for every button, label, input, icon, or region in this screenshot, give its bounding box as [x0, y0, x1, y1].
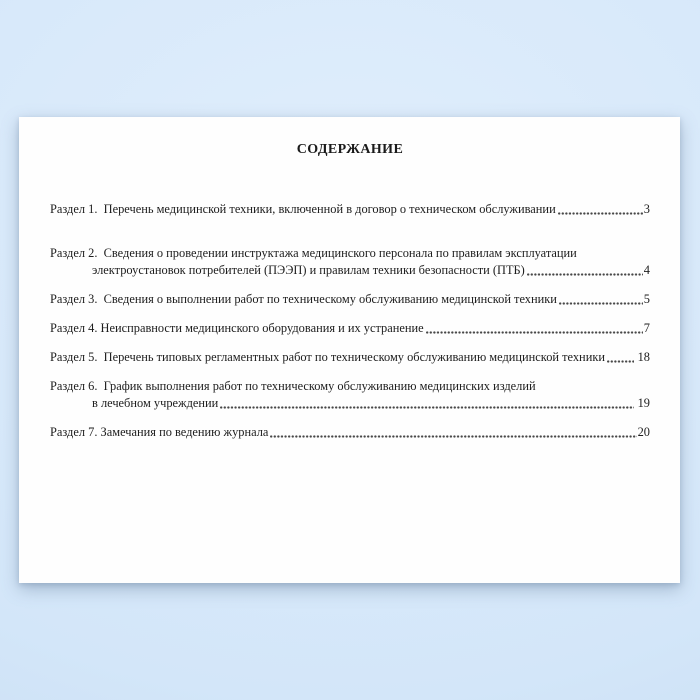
toc-entry-text: Неисправности медицинского оборудования и их устранение [100, 321, 424, 335]
table-of-contents [50, 201, 650, 441]
dot-leader [558, 212, 643, 215]
toc-entry-text: в лечебном учреждении [92, 396, 219, 410]
toc-entry-label: Раздел 6. [50, 379, 104, 393]
page-number: 19 [634, 396, 650, 410]
dot-leader [607, 360, 634, 363]
page-title: СОДЕРЖАНИЕ [296, 142, 404, 157]
toc-entry [50, 349, 650, 366]
toc-entry-label: Раздел 1. [50, 202, 104, 216]
page-number: 4 [643, 263, 650, 277]
page-number: 18 [634, 350, 650, 364]
toc-entry-label: Раздел 2. [50, 246, 104, 260]
dot-leader [270, 435, 636, 438]
page-number: 3 [643, 202, 650, 216]
toc-entry-text: Сведения о проведении инструктажа медицинского персонала по правилам эксплуатации [103, 246, 577, 260]
page-number: 20 [637, 425, 650, 439]
toc-entry-text: Замечания по ведению журнала [100, 425, 269, 439]
toc-entry-label: Раздел 5. [50, 350, 104, 364]
toc-entry-label: Раздел 4. [50, 321, 101, 335]
page-number: 5 [643, 292, 650, 306]
dot-leader [426, 331, 643, 334]
toc-entry-text: Сведения о выполнении работ по техническому обслуживанию медицинской техники [103, 292, 557, 306]
toc-entry-label: Раздел 3. [50, 292, 104, 306]
toc-entry [50, 245, 650, 279]
toc-entry-text: Перечень медицинской техники, включенной в договор о техническом обслуживании [103, 202, 556, 216]
toc-entry [50, 291, 650, 308]
toc-entry [50, 378, 650, 412]
toc-entry [50, 201, 650, 218]
dot-leader [527, 273, 643, 276]
dot-leader [220, 406, 633, 409]
toc-entry [50, 320, 650, 337]
page-number: 7 [643, 321, 650, 335]
toc-entry-text: График выполнения работ по техническому обслуживанию медицинских изделий [103, 379, 536, 393]
toc-entry [50, 424, 650, 441]
toc-entry-label: Раздел 7. [50, 425, 101, 439]
toc-entry-text: электроустановок потребителей (ПЭЭП) и правилам техники безопасности (ПТБ) [92, 263, 525, 277]
toc-entry-text: Перечень типовых регламентных работ по техническому обслуживанию медицинской техники [103, 350, 605, 364]
dot-leader [559, 302, 643, 305]
document-page [19, 117, 680, 583]
